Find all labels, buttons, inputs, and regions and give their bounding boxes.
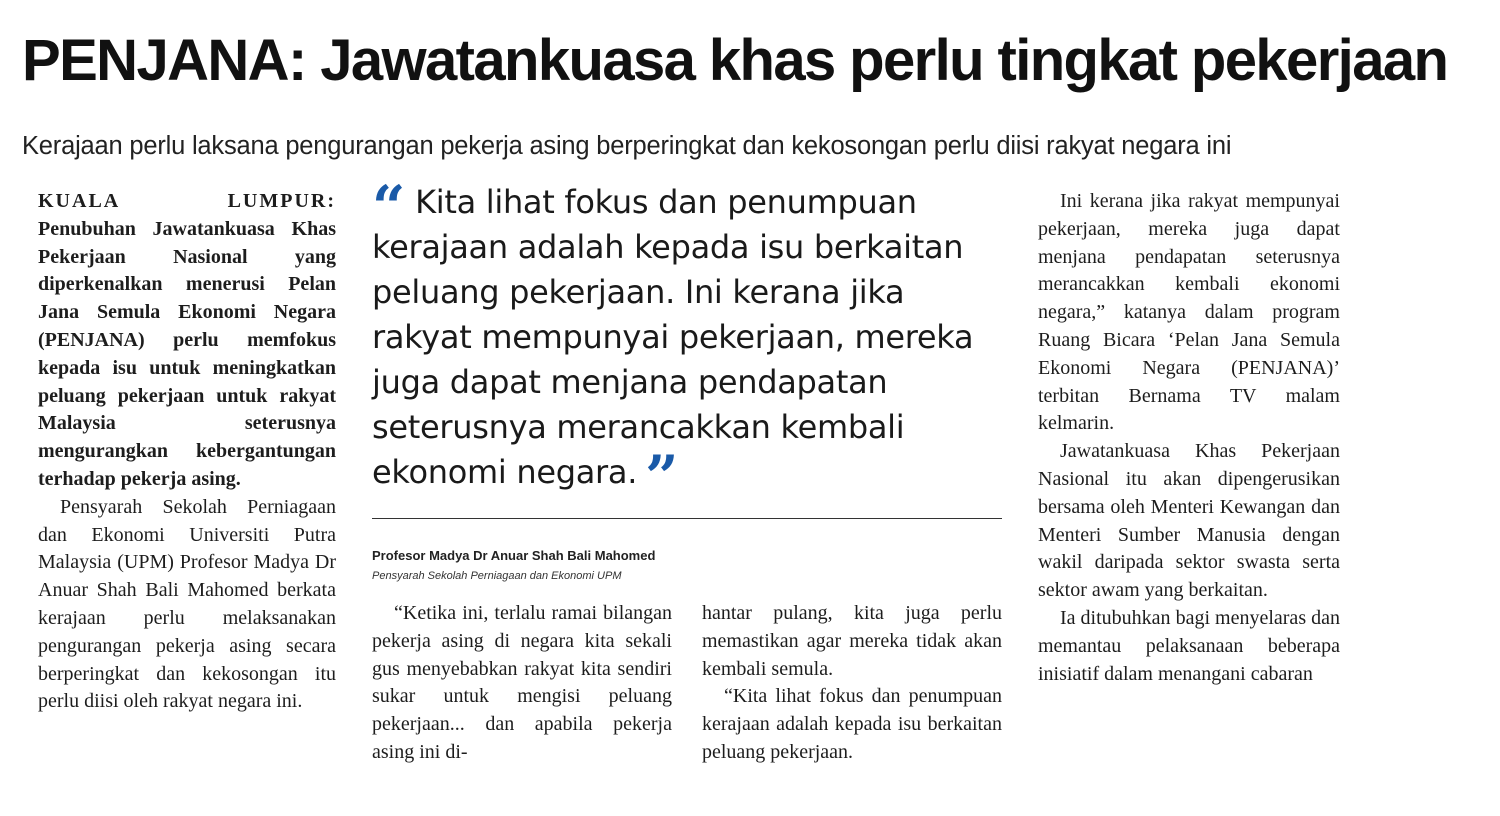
body-paragraph: Pensyarah Sekolah Perniagaan dan Ekonomi Universiti Putra Malaysia (UPM) Profesor Madya Dr Anuar Shah Bali Mahomed berkata kerajaan perlu melaksanakan pengurangan pekerja asing secara berperingkat dan kekosongan itu perlu diisi oleh rakyat negara ini.	[38, 495, 336, 713]
open-quote-icon: “	[372, 173, 406, 241]
article-column-4	[1038, 188, 1340, 688]
body-paragraph: Ia ditubuhkan bagi menyelaras dan memantau pelaksanaan beberapa inisiatif dalam menangani cabaran	[1038, 606, 1340, 685]
pull-quote-divider	[372, 518, 1002, 519]
quote-credit-title: Pensyarah Sekolah Perniagaan dan Ekonomi UPM	[372, 570, 622, 582]
article-column-3	[702, 600, 1002, 767]
lede-paragraph	[38, 188, 336, 494]
dateline: KUALA LUMPUR:	[38, 190, 336, 212]
body-paragraph: hantar pulang, kita juga perlu memastikan agar mereka tidak akan kembali semula.	[702, 602, 1002, 680]
body-paragraph: Jawatankuasa Khas Pekerjaan Nasional itu akan dipengerusikan bersama oleh Menteri Kewangan dan Menteri Sumber Manusia dengan wakil daripada sektor swasta serta sektor awam yang berkaitan.	[1038, 440, 1340, 602]
quote-credit-name: Profesor Madya Dr Anuar Shah Bali Mahomed	[372, 548, 656, 563]
body-paragraph: “Kita lihat fokus dan penumpuan kerajaan adalah kepada isu berkaitan peluang pekerjaan.	[702, 685, 1002, 763]
body-paragraph: “Ketika ini, terlalu ramai bilangan pekerja asing di negara kita sekali gus menyebabkan rakyat kita sendiri sukar untuk mengisi peluang pekerjaan... dan apabila pekerja asing ini di-	[372, 602, 672, 763]
article-column-1	[38, 188, 336, 716]
headline: PENJANA: Jawatankuasa khas perlu tingkat pekerjaan	[22, 28, 1448, 93]
article-column-2	[372, 600, 672, 767]
standfirst: Kerajaan perlu laksana pengurangan pekerja asing berperingkat dan kekosongan perlu diisi rakyat negara ini	[22, 132, 1232, 160]
body-paragraph: Ini kerana jika rakyat mempunyai pekerjaan, mereka juga dapat menjana pendapatan seterusnya merancakkan kembali ekonomi negara,” katanya dalam program Ruang Bicara ‘Pelan Jana Semula Ekonomi Negara (PENJANA)’ terbitan Bernama TV malam kelmarin.	[1038, 190, 1340, 435]
lede-text: Penubuhan Jawatankuasa Khas Pekerjaan Nasional yang diperkenalkan menerusi Pelan Jana Semula Ekonomi Negara (PENJANA) perlu memfokus kepada isu untuk meningkatkan peluang pekerjaan untuk rakyat Malaysia seterusnya mengurangkan kebergantungan terhadap pekerja asing.	[38, 217, 336, 490]
pull-quote-text: Kita lihat fokus dan penumpuan kerajaan adalah kepada isu berkaitan peluang pekerjaan. Ini kerana jika rakyat mempunyai pekerjaan, mereka juga dapat menjana pendapatan seterusnya merancakkan kembali ekonomi negara.	[372, 183, 974, 491]
pull-quote	[372, 173, 1002, 511]
close-quote-icon: ”	[645, 443, 679, 511]
